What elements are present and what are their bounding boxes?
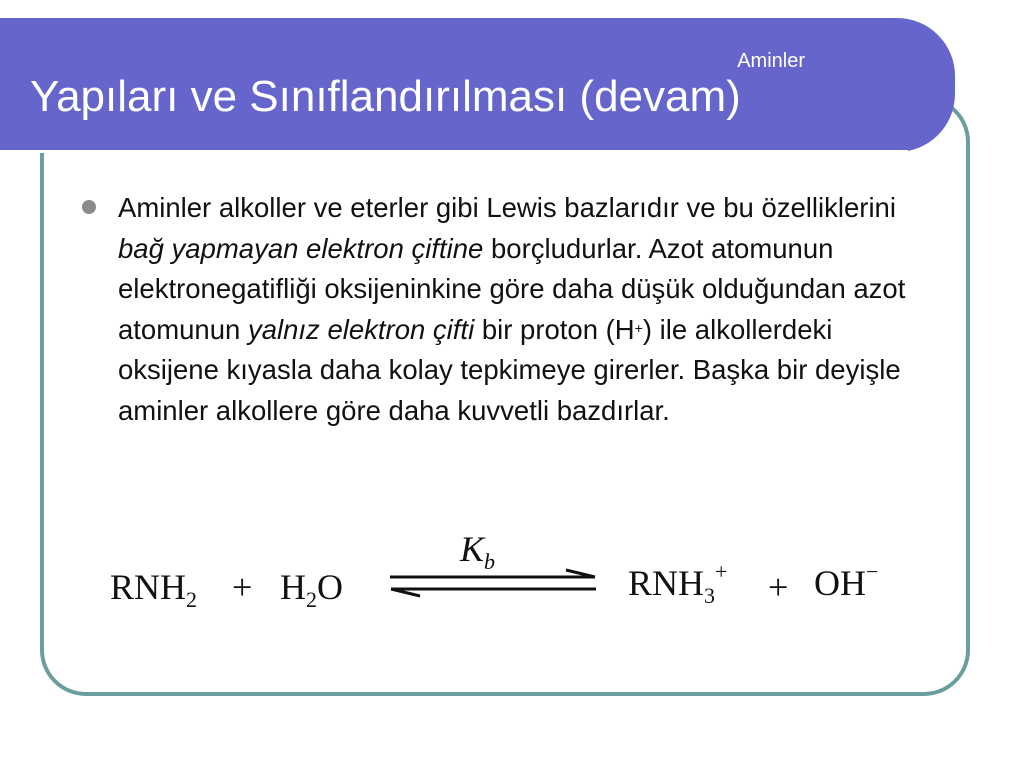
section-label: Aminler	[737, 50, 805, 72]
equilibrium-arrow-icon	[388, 568, 598, 598]
reactant-amine: $RNH_2$	[110, 567, 198, 612]
header-divider	[0, 150, 908, 153]
plus-sign: +	[768, 567, 789, 607]
bullet-text-part: ) ile alkollerdeki oksijene kıyasla daha kolay tepkimeye girerler. Başka bir deyişle aminler alkollere göre daha kuvvetli bazdırlar.	[118, 313, 901, 426]
product-ammonium: $RNH_3^+$	[628, 559, 728, 608]
bullet-text-part: borçludurlar. Azot atomunun elektronegatifliği oksijeninkine göre daha düşük olduğundan azot atomunun	[118, 232, 906, 345]
bullet-icon	[82, 200, 96, 214]
bullet-italic-phrase: bağ yapmayan elektron çiftine	[118, 232, 484, 264]
bullet-text-part: Aminler alkoller ve eterler gibi Lewis bazlarıdır ve bu özelliklerini	[118, 192, 896, 223]
reactant-water: $H_2O$	[280, 567, 343, 612]
bullet-italic-phrase: yalnız elektron çifti	[247, 313, 475, 345]
header-band	[0, 18, 955, 152]
proton-charge: +	[634, 319, 643, 336]
bullet-text-part: bir proton (H	[474, 313, 635, 345]
bullet-paragraph	[118, 188, 938, 432]
slide-title: Yapıları ve Sınıflandırılması (devam)	[30, 72, 741, 121]
product-hydroxide: OH−	[814, 559, 879, 603]
equilibrium-constant: $K_b$	[460, 529, 496, 574]
plus-sign: +	[232, 567, 253, 607]
